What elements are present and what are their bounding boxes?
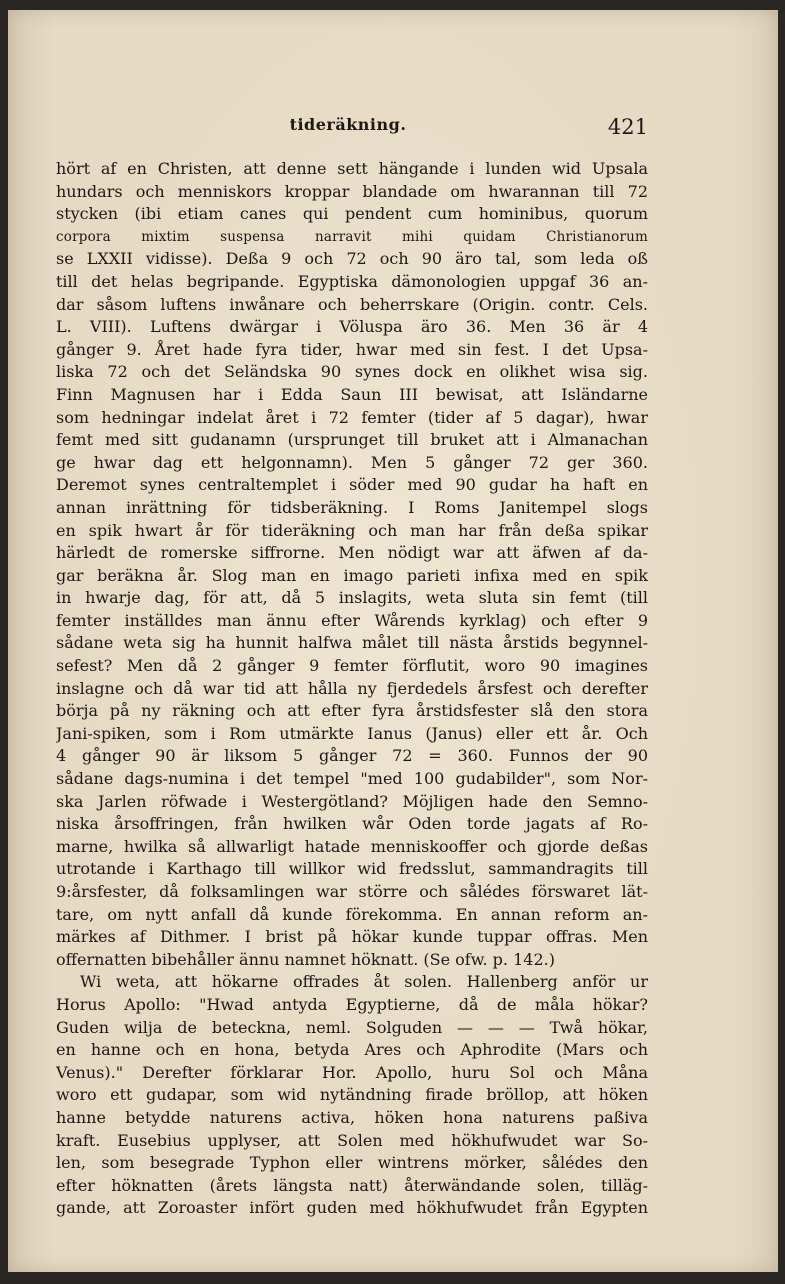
text-line: inslagne och då war tid att hålla ny fjerdedels årsfest och derefter [56, 678, 648, 698]
text-line: som hedningar indelat året i 72 femter (tider af 5 dagar), hwar [56, 407, 648, 427]
text-line: femter inställdes man ännu efter Wårends kyrklag) och efter 9 [56, 610, 648, 630]
text-line: len, som besegrade Typhon eller wintrens mörker, sålédes den [56, 1153, 648, 1173]
text-line: Horus Apollo: "Hwad antyda Egyptierne, då de måla hökar? [56, 994, 648, 1014]
page-header [48, 115, 648, 149]
text-line: Jani-spiken, som i Rom utmärkte Ianus (Janus) eller ett år. Och [56, 723, 648, 743]
text-line: 9:årsfester, då folksamlingen war större och sålédes förswaret lät- [56, 882, 648, 901]
text-line: Guden wilja de beteckna, neml. Solguden — — — Twå hökar, [56, 1017, 648, 1037]
text-line: Venus)." Derefter förklarar Hor. Apollo, huru Sol och Måna [56, 1062, 648, 1082]
text-line: stycken (ibi etiam canes qui pendent cum hominibus, quorum [56, 204, 648, 224]
text-line: hundars och menniskors kroppar blandade om hwarannan till 72 [56, 181, 648, 201]
text-line: ska Jarlen röfwade i Westergötland? Möjligen hade den Semno- [56, 791, 648, 811]
text-line: börja på ny räkning och att efter fyra årstidsfester slå den stora [56, 701, 648, 721]
running-head: tideräkning. [289, 115, 407, 134]
text-line: kraft. Eusebius upplyser, att Solen med hökhufwudet war So- [56, 1130, 648, 1150]
text-line: Finn Magnusen har i Edda Saun III bewisat, att Isländarne [56, 384, 648, 404]
text-line: woro ett gudapar, som wid nytändning firade bröllop, att höken [56, 1085, 648, 1105]
text-line: härledt de romerske siffrorne. Men nödigt war att äfwen af da- [56, 543, 648, 563]
text-line: se LXXII vidisse). Deßa 9 och 72 och 90 äro tal, som leda oß [56, 249, 648, 269]
text-line: ge hwar dag ett helgonnamn). Men 5 gånger 72 ger 360. [56, 452, 648, 472]
text-line: Deremot synes centraltemplet i söder med 90 gudar ha haft en [56, 475, 648, 495]
text-line: corpora mixtim suspensa narravit mihi quidam Christianorum [56, 228, 648, 245]
text-line: sådane dags-numina i det tempel "med 100 gudabilder", som Nor- [56, 769, 648, 789]
text-line: 4 gånger 90 är liksom 5 gånger 72 = 360. Funnos der 90 [56, 746, 648, 766]
text-line: marne, hwilka så allwarligt hatade menniskooffer och gjorde deßas [56, 836, 648, 856]
text-line: till det helas begripande. Egyptiska dämonologien uppgaf 36 an- [56, 271, 648, 291]
text-line: märkes af Dithmer. I brist på hökar kunde tuppar offras. Men [56, 927, 648, 947]
text-line: gar beräkna år. Slog man en imago parieti infixa med en spik [56, 565, 648, 585]
text-line: femt med sitt gudanamn (ursprunget till bruket att i Almanachan [56, 430, 648, 450]
text-line: hört af en Christen, att denne sett hängande i lunden wid Upsala [56, 159, 648, 178]
text-line: tare, om nytt anfall då kunde förekomma. En annan reform an- [56, 904, 648, 924]
page-number: 421 [607, 115, 648, 139]
text-line: gande, att Zoroaster infört guden med hökhufwudet från Egypten [56, 1198, 648, 1218]
text-line: annan inrättning för tidsberäkning. I Roms Janitempel slogs [56, 497, 648, 517]
text-line: en spik hwart år för tideräkning och man har från deßa spikar [56, 520, 648, 540]
body-text [56, 158, 648, 1220]
text-line: sefest? Men då 2 gånger 9 femter förflutit, woro 90 imagines [56, 656, 648, 676]
text-line: sådane weta sig ha hunnit halfwa målet till nästa årstids begynnel- [56, 633, 648, 653]
text-line: Wi weta, att hökarne offrades åt solen. Hallenberg anför ur [80, 972, 648, 992]
text-line: utrotande i Karthago till willkor wid fredsslut, sammandragits till [56, 859, 648, 879]
text-line: efter höknatten (årets längsta natt) återwändande solen, tilläg- [56, 1175, 648, 1195]
text-line: in hwarje dag, för att, då 5 inslagits, weta sluta sin femt (till [56, 588, 648, 608]
text-line: niska årsoffringen, från hwilken wår Oden torde jagats af Ro- [56, 814, 648, 834]
text-line: liska 72 och det Seländska 90 synes dock en olikhet wisa sig. [56, 362, 648, 382]
text-line: L. VIII). Luftens dwärgar i Völuspa äro 36. Men 36 är 4 [56, 317, 648, 337]
text-line: dar såsom luftens inwånare och beherrskare (Origin. contr. Cels. [56, 294, 648, 314]
text-line: hanne betydde naturens activa, höken hona naturens paßiva [56, 1107, 648, 1127]
text-line: en hanne och en hona, betyda Ares och Aphrodite (Mars och [56, 1040, 648, 1060]
book-page [8, 10, 778, 1272]
text-line: offernatten bibehåller ännu namnet höknatt. (Se ofw. p. 142.) [56, 949, 555, 969]
text-line: gånger 9. Året hade fyra tider, hwar med sin fest. I det Upsa- [56, 339, 648, 359]
